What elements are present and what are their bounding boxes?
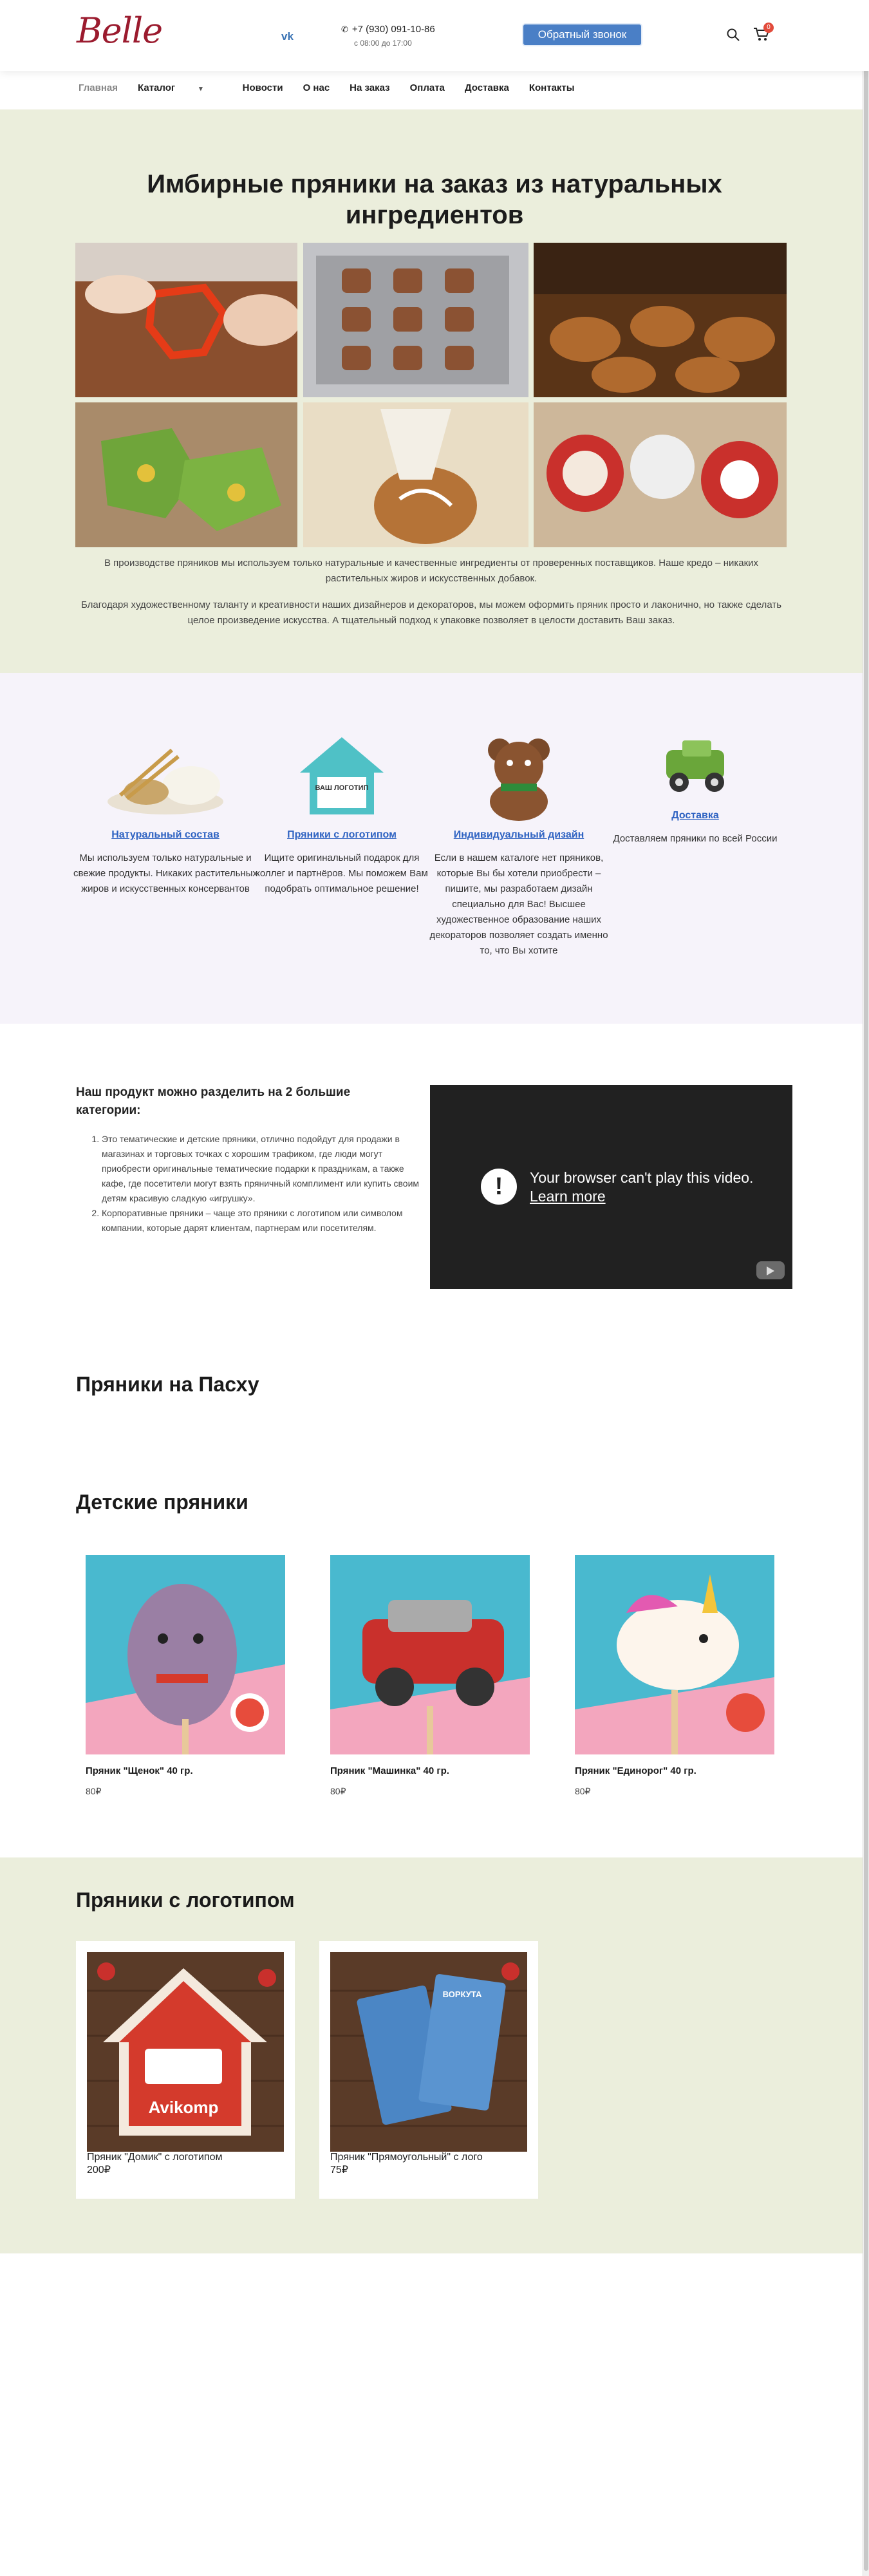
alert-icon: ! bbox=[481, 1169, 517, 1205]
hero-paragraph-2: Благодаря художественному таланту и креативности наших дизайнеров и декораторов, мы можем оформить пряник просто и лаконично, но также сделать целое произведение искусства. А тщательный подход к упаковке позволяет в целости доставить Ваш заказ. bbox=[80, 599, 782, 626]
hero-paragraph-1: В производстве пряников мы используем только натуральные и качественные ингредиенты от проверенных поставщиков. Наше кредо – никаких растительных жиров и искусственных добавок. bbox=[104, 558, 759, 584]
categories-heading: Наш продукт можно разделить на 2 большие категории: bbox=[76, 1086, 351, 1117]
product-card[interactable] bbox=[575, 1555, 774, 1797]
product-image-rectangle[interactable] bbox=[330, 1952, 527, 2152]
hero-title: Имбирные пряники на заказ из натуральных ингредиентов bbox=[147, 170, 722, 229]
site-header bbox=[0, 0, 869, 71]
feature-natural-title[interactable]: Натуральный состав bbox=[111, 829, 220, 840]
product-image-puppy[interactable] bbox=[86, 1555, 285, 1754]
category-item: 2. Корпоративные пряники – чаще это пряники с логотипом или символом компании, которые дарят клиентам, партнерам или посетителям. bbox=[102, 1206, 424, 1236]
feature-design bbox=[425, 731, 612, 959]
product-price: 80₽ bbox=[575, 1786, 591, 1796]
feature-design-desc: Если в нашем каталоге нет пряников, которые Вы бы хотели приобрести – пишите, мы разработаем дизайн специально для Вас! Высшее художественное образование наших декораторов позволяет создать именно то, что Вы хотите bbox=[429, 852, 608, 956]
product-name[interactable]: Пряник "Прямоугольный" с лого bbox=[330, 2152, 483, 2163]
photo-baking-tray bbox=[303, 243, 528, 397]
product-card[interactable] bbox=[86, 1555, 285, 1797]
video-error-message: Your browser can't play this video. bbox=[530, 1169, 754, 1186]
feature-delivery-desc: Доставляем пряники по всей России bbox=[613, 833, 778, 844]
nav-item-home[interactable]: Главная bbox=[79, 82, 118, 93]
nav-item-delivery[interactable]: Доставка bbox=[464, 82, 509, 93]
product-name[interactable]: Пряник "Единорог" 40 гр. bbox=[575, 1765, 696, 1776]
nav-item-payment[interactable]: Оплата bbox=[409, 82, 445, 93]
feature-natural bbox=[72, 731, 259, 897]
wheat-icon bbox=[101, 731, 230, 821]
logo-cookies-heading: Пряники с логотипом bbox=[76, 1888, 295, 1912]
product-price: 200₽ bbox=[87, 2165, 111, 2176]
hero-section bbox=[0, 109, 863, 673]
vk-icon[interactable]: vk bbox=[281, 30, 294, 42]
photo-cutting-dough bbox=[75, 243, 297, 397]
youtube-icon[interactable] bbox=[756, 1261, 785, 1279]
scrollbar-thumb[interactable] bbox=[864, 2, 868, 2571]
chevron-down-icon: ▾ bbox=[199, 85, 203, 93]
page-scrollbar[interactable] bbox=[863, 0, 869, 2576]
main-nav bbox=[79, 82, 595, 93]
photo-oven bbox=[534, 243, 787, 397]
easter-heading: Пряники на Пасху bbox=[76, 1373, 259, 1396]
search-icon[interactable] bbox=[726, 28, 740, 42]
feature-logo-title[interactable]: Пряники с логотипом bbox=[287, 829, 397, 840]
nav-item-about[interactable]: О нас bbox=[303, 82, 330, 93]
house-cookie-icon bbox=[277, 731, 406, 821]
kids-heading: Детские пряники bbox=[76, 1490, 248, 1514]
site-logo[interactable]: Belle bbox=[77, 10, 163, 51]
nav-item-order[interactable]: На заказ bbox=[350, 82, 390, 93]
phone-icon: ✆ bbox=[341, 24, 348, 34]
product-name[interactable]: Пряник "Домик" с логотипом bbox=[87, 2152, 223, 2163]
product-image-unicorn[interactable] bbox=[575, 1555, 774, 1754]
product-name[interactable]: Пряник "Щенок" 40 гр. bbox=[86, 1765, 193, 1776]
category-item: 1. Это тематические и детские пряники, отлично подойдут для продажи в магазинах и торговых точках с хорошим трафиком, где люди могут приобрести оригинальные тематические подарки к праздникам, а также кафе, где посетители могут взять пряничный комплимент или купить своим детям красивую сладкую «игрушку». bbox=[102, 1132, 424, 1206]
feature-logo bbox=[248, 731, 435, 897]
feature-delivery bbox=[602, 731, 789, 847]
product-price: 75₽ bbox=[330, 2165, 348, 2176]
feature-design-title[interactable]: Индивидуальный дизайн bbox=[453, 829, 584, 840]
phone-number[interactable] bbox=[341, 24, 435, 35]
rect-cookie-print: ВОРКУТА bbox=[442, 1989, 482, 1999]
categories-list bbox=[102, 1132, 424, 1236]
photo-christmas-cookies bbox=[534, 402, 787, 547]
product-card[interactable] bbox=[330, 1555, 530, 1797]
nav-item-news[interactable]: Новости bbox=[242, 82, 283, 93]
product-card[interactable] bbox=[319, 1941, 538, 2199]
nav-item-catalog[interactable] bbox=[138, 82, 223, 93]
video-learn-more-link[interactable]: Learn more bbox=[530, 1188, 606, 1205]
callback-button[interactable]: Обратный звонок bbox=[523, 24, 641, 45]
nav-item-contacts[interactable]: Контакты bbox=[528, 82, 575, 93]
categories-section bbox=[0, 1024, 863, 1861]
product-price: 80₽ bbox=[330, 1786, 346, 1796]
phone-text: +7 (930) 091-10-86 bbox=[351, 24, 435, 35]
nav-item-catalog-label: Каталог bbox=[138, 82, 176, 93]
product-image-car[interactable] bbox=[330, 1555, 530, 1754]
cart-count-badge: 0 bbox=[763, 23, 774, 33]
product-price: 80₽ bbox=[86, 1786, 102, 1796]
bear-icon bbox=[454, 731, 583, 821]
feature-delivery-title[interactable]: Доставка bbox=[671, 810, 719, 821]
photo-dragon-cookies bbox=[75, 402, 297, 547]
video-player[interactable] bbox=[430, 1085, 792, 1289]
truck-icon bbox=[631, 731, 760, 802]
product-image-house[interactable] bbox=[87, 1952, 284, 2152]
logo-cookies-section bbox=[0, 1857, 863, 2253]
product-card[interactable] bbox=[76, 1941, 295, 2199]
house-cookie-badge: ВАШ ЛОГОТИП bbox=[315, 784, 369, 792]
feature-natural-desc: Мы используем только натуральные и свежие продукты. Никаких растительных жиров и искусственных консервантов bbox=[73, 852, 257, 894]
house-cookie-print: Avikomp bbox=[148, 2098, 219, 2117]
photo-decorating bbox=[303, 402, 528, 547]
feature-logo-desc: Ищите оригинальный подарок для коллег и партнёров. Мы поможем Вам подобрать оптимальное решение! bbox=[256, 852, 428, 894]
product-name[interactable]: Пряник "Машинка" 40 гр. bbox=[330, 1765, 449, 1776]
features-section bbox=[0, 673, 863, 1024]
work-hours: с 08:00 до 17:00 bbox=[354, 39, 412, 48]
